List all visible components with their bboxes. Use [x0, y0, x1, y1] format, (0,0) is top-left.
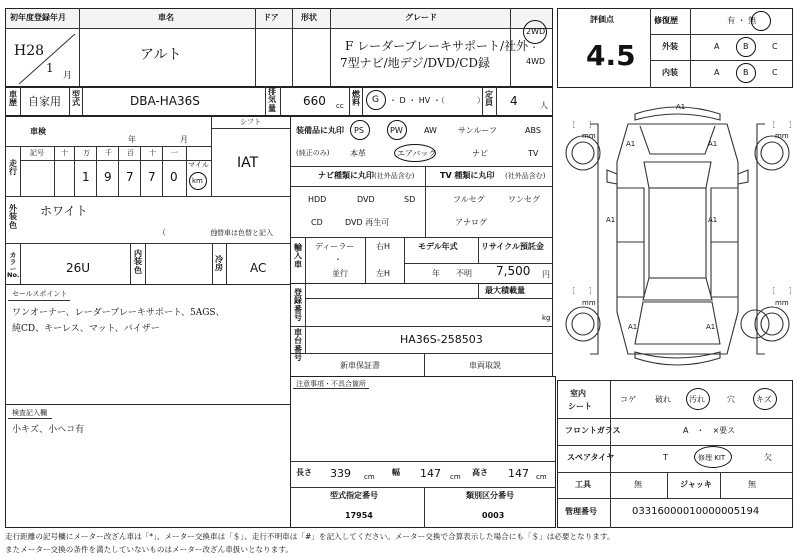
tv-one: ワンセグ [508, 195, 540, 204]
notes-label: 注意事項・不具合箇所 [296, 380, 366, 388]
equip-leather: 本革 [350, 149, 366, 158]
inspector-text: 小キズ、小ヘコ有 [12, 425, 85, 435]
interior-hole: 穴 [727, 395, 735, 404]
reg-month: 1 [46, 61, 54, 75]
ext-b: B [743, 42, 749, 51]
car-name-label: 車名 [158, 13, 174, 22]
digit-h3: 百 [127, 149, 134, 157]
height-label: 高さ [472, 468, 488, 477]
inspector-box [5, 404, 291, 528]
new-car-warranty: 新車保証書 [340, 361, 380, 370]
model-year-unknown: 不明 [456, 269, 472, 278]
shift-label: シフト [240, 118, 261, 126]
symbol-label: 記号 [30, 149, 44, 157]
reg-number-label: 登録番号 [294, 288, 302, 323]
disp: 660 [303, 94, 326, 108]
model-year-label: モデル年式 [418, 242, 458, 251]
navi-sub: (社外品含む) [374, 172, 415, 180]
ext-c: C [772, 42, 778, 51]
windshield-value: A ・ ×要ス [683, 426, 736, 435]
spare-none: 欠 [764, 453, 772, 462]
digit-4: 0 [170, 170, 178, 184]
import-parallel: 並行 [332, 269, 348, 278]
int-a: A [714, 68, 720, 77]
diag-mark-1: A1 [676, 103, 686, 111]
diag-mark-5: A1 [708, 216, 718, 224]
shift: IAT [237, 155, 259, 171]
interior-scratch: キズ [756, 395, 772, 404]
navi-hdd: HDD [308, 195, 327, 204]
diag-mark-6: A1 [628, 323, 638, 331]
mileage-label: 走行 [9, 159, 17, 177]
diag-bracket-fr: ［ ］ [768, 121, 796, 129]
tv-analog: アナログ [455, 218, 487, 227]
digit-2: 7 [126, 170, 134, 184]
footer-line2: またメーター交換の条件を満たしていないものはメーター改ざん車扱いとなります。 [5, 545, 293, 554]
width-value: 147 [420, 467, 441, 480]
interior-koge: コゲ [620, 395, 636, 404]
windshield-label: フロントガラス [565, 426, 621, 435]
int-label: 内装 [662, 68, 678, 77]
diag-mark-4: A1 [606, 216, 616, 224]
digit-h2: 千 [105, 149, 112, 157]
inspection-year-unit: 年 [128, 135, 136, 144]
max-load-unit: kg [542, 314, 551, 322]
digit-h5: 一 [171, 149, 178, 157]
class-no-label: 類別区分番号 [466, 491, 514, 500]
first-reg-label: 初年度登録年月 [10, 13, 66, 22]
repair-none-circle [751, 11, 771, 31]
tv-full: フルセグ [453, 195, 485, 204]
tools-value: 無 [634, 480, 642, 489]
navi-sd: SD [404, 195, 416, 204]
inspection-box [5, 116, 291, 285]
score-value: 4.5 [586, 39, 636, 72]
equip-ps: PS [354, 126, 364, 135]
diag-mm-fl: mm [582, 132, 596, 140]
usage-label: 車歴 [9, 90, 17, 108]
diag-mark-3: A1 [708, 140, 718, 148]
digit-1: 9 [104, 170, 112, 184]
diag-mm-fr: mm [775, 132, 789, 140]
repair-label: 修復歴 [654, 16, 678, 25]
interior-label2: シート [568, 402, 592, 411]
recycle-unit: 円 [542, 270, 550, 279]
digit-h0: 十 [61, 149, 68, 157]
tools-label: 工具 [575, 480, 591, 489]
mile-label: マイル [188, 161, 209, 169]
capacity: 4 [510, 94, 518, 108]
chassis-value: HA36S-258503 [400, 333, 483, 346]
fuel-label: 燃料 [352, 90, 360, 108]
diag-bracket-rr: ［ ］ [768, 287, 796, 295]
navi-cd: CD [311, 218, 323, 227]
capacity-label: 定員 [485, 90, 493, 108]
disp-unit: cc [336, 102, 344, 110]
diag-mark-7: A1 [706, 323, 716, 331]
equipment-sub: (純正のみ) [296, 149, 330, 157]
drive-4wd: 4WD [526, 57, 546, 66]
ext-label: 外装 [662, 42, 678, 51]
diag-mm-rl: mm [582, 299, 596, 307]
length-label: 長さ [296, 468, 312, 477]
model-year-year: 年 [432, 269, 440, 278]
equipment-label: 装備品に丸印 [296, 126, 344, 135]
spare-label: スペアタイヤ [567, 453, 615, 462]
import-label: 輸入車 [294, 243, 302, 269]
vehicle-manual: 車両取説 [469, 361, 501, 370]
navi-dvd-play: DVD 再生可 [345, 218, 390, 227]
inspector-label: 検査記入欄 [12, 409, 47, 417]
equip-abs: ABS [525, 126, 541, 135]
color-label: 外装色 [9, 204, 17, 230]
car-name: アルト [140, 47, 182, 63]
grade-label: グレード [405, 13, 437, 22]
navi-label: ナビ種類に丸印 [318, 171, 374, 180]
color-no: 26U [66, 261, 91, 275]
shape-label: 形状 [301, 13, 317, 22]
model: DBA-HA36S [130, 94, 200, 108]
usage: 自家用 [28, 95, 61, 108]
tv-label: TV 種類に丸印 [440, 171, 495, 180]
digit-h4: 十 [149, 149, 156, 157]
jack-value: 無 [748, 480, 756, 489]
length-unit: cm [364, 473, 375, 481]
door-label: ドア [263, 13, 279, 22]
recycle-value: 7,500 [496, 264, 531, 278]
reg-month-unit: 月 [63, 71, 73, 81]
equip-aw: AW [424, 126, 437, 135]
repair-value: 有 ・ 無 [727, 16, 757, 25]
spare-kit: 修理 KIT [698, 454, 726, 462]
admin-value: 03316000010000005194 [632, 506, 760, 517]
import-dot: ・ [334, 255, 342, 264]
int-c: C [772, 68, 778, 77]
interior-label1: 室内 [570, 389, 586, 398]
type-no-label: 型式指定番号 [330, 491, 378, 500]
equip-airbag: エアバック [397, 149, 437, 158]
drive-2wd: 2WD [526, 27, 546, 36]
capacity-unit: 人 [540, 101, 548, 110]
fuel-g: G [372, 95, 379, 105]
import-dealer: ディーラー [315, 242, 355, 251]
inspection-label: 車検 [30, 127, 46, 136]
drive-dot: ・ [530, 43, 538, 52]
color-no-label: カラーNo. [7, 251, 20, 280]
digit-0: 1 [82, 170, 90, 184]
ext-a: A [714, 42, 720, 51]
height-unit: cm [536, 473, 547, 481]
color-note: 色替車は色替と記入 [210, 229, 273, 237]
inspection-month-unit: 月 [180, 135, 188, 144]
int-b: B [743, 68, 749, 77]
type-no-value: 17954 [345, 511, 373, 520]
fuel-options: ・ D ・ HV ・（ ） [389, 96, 485, 105]
color-note-paren: （ ） [158, 228, 222, 237]
import-left: 左H [376, 269, 391, 278]
digit-h1: 万 [83, 149, 90, 157]
disp-label: 排気量 [268, 87, 276, 113]
jack-label: ジャッキ [680, 480, 712, 489]
recycle-label: リサイクル預託金 [481, 242, 544, 251]
grade-line1: F レーダーブレーキサポート/社外 [345, 39, 529, 53]
sales-label: セールスポイント [12, 290, 68, 298]
ac: AC [250, 261, 267, 275]
class-no-value: 0003 [482, 511, 505, 520]
interior-yabure: 破れ [655, 395, 671, 404]
width-unit: cm [450, 473, 461, 481]
height-value: 147 [508, 467, 529, 480]
sales-line1: ワンオーナー、レーダーブレーキサポート、5AGS、 [12, 308, 225, 318]
color-value: ホワイト [40, 204, 88, 218]
diag-bracket-fl: ［ ］ [568, 121, 596, 129]
diag-bracket-rl: ［ ］ [568, 287, 596, 295]
footer-line1: 走行距離の記号欄にメーター改ざん車は「*」、メーター交換車は「＄」、走行不明車は「#」を記入してください。メーター交換で合算表示した場合にも「＄」は必要となります。 [5, 532, 615, 541]
length-value: 339 [330, 467, 351, 480]
interior-color-label: 内装色 [134, 249, 142, 275]
diag-mark-2: A1 [626, 140, 636, 148]
equip-pw: PW [390, 126, 403, 135]
diag-mm-rr: mm [775, 299, 789, 307]
tv-sub: (社外品含む) [505, 172, 546, 180]
notes-box [290, 376, 556, 528]
reg-era: H28 [14, 43, 45, 59]
import-right: 右H [376, 242, 391, 251]
max-load-label: 最大積載量 [485, 286, 525, 295]
ac-label: 冷房 [215, 255, 223, 273]
model-label: 型式 [72, 90, 80, 108]
equip-sunroof: サンルーフ [458, 126, 497, 135]
digit-3: 7 [148, 170, 156, 184]
interior-dirt: 汚れ [689, 395, 705, 404]
score-label: 評価点 [590, 15, 614, 24]
equip-navi: ナビ [472, 149, 488, 158]
width-label: 幅 [392, 468, 400, 477]
admin-label: 管理番号 [565, 507, 597, 516]
grade-line2: 7型ナビ/地デジ/DVD/CD録 [340, 56, 491, 70]
equip-tv: TV [528, 149, 539, 158]
km-label: km [192, 177, 203, 185]
sales-box [5, 284, 291, 405]
sales-line2: 純CD、キーレス、マット、バイザー [12, 324, 160, 334]
spare-t: T [663, 453, 668, 462]
navi-dvd: DVD [357, 195, 375, 204]
chassis-label: 車台番号 [294, 328, 302, 363]
